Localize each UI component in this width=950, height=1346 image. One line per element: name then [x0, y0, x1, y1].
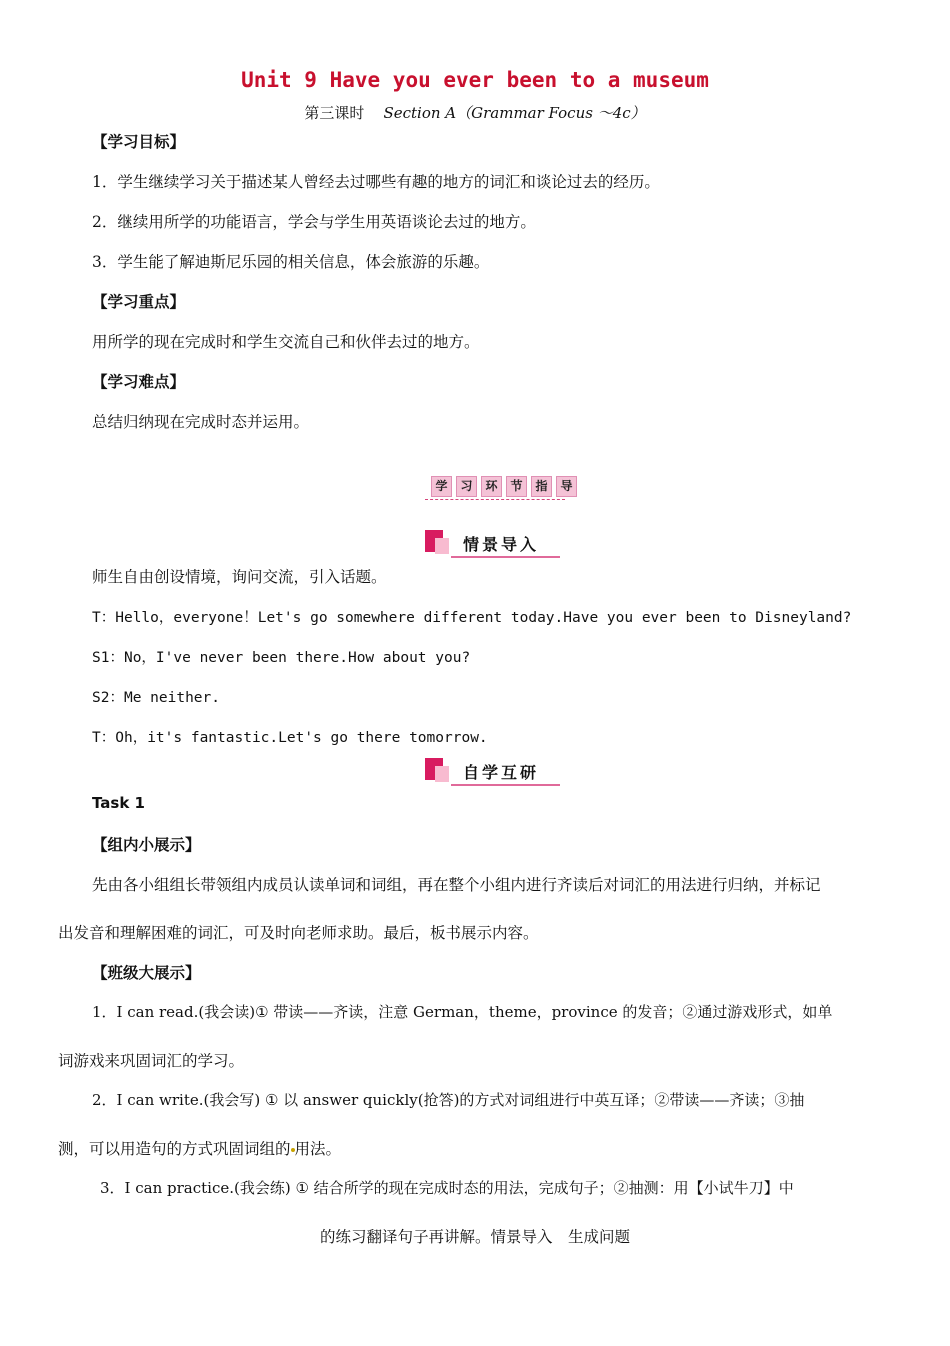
class-item: 1．I can read.(我会读)① 带读——齐读，注意 German，theme，province 的发音；②通过游戏形式，如单 — [92, 1003, 833, 1021]
dialogue-line: T：Oh，it's fantastic.Let's go there tomorrow. — [92, 730, 488, 746]
section-label: Section A（Grammar Focus ～4c） — [383, 104, 646, 122]
group-text: 先由各小组组长带领组内成员认读单词和词组，再在整个小组内进行齐读后对词汇的用法进行归纳，并标记 — [92, 876, 821, 894]
class-item: 的练习翻译句子再讲解。情景导入 生成问题 — [319, 1228, 630, 1246]
objective-item: 2．继续用所学的功能语言，学会与学生用英语谈论去过的地方。 — [92, 213, 536, 231]
banner-char: 导 — [556, 476, 577, 497]
objective-item: 1．学生继续学习关于描述某人曾经去过哪些有趣的地方的词汇和谈论过去的经历。 — [92, 173, 660, 191]
study-guide-banner — [425, 474, 573, 500]
banner-char: 环 — [481, 476, 502, 497]
banner-char: 节 — [506, 476, 527, 497]
class-item: 2．I can write.(我会写) ① 以 answer quickly(抢答)的方式对词组进行中英互译；②带读——齐读；③抽 — [92, 1091, 805, 1109]
page-title: Unit 9 Have you ever been to a museum — [241, 68, 709, 92]
section-header-intro — [425, 530, 560, 560]
key-point-text: 用所学的现在完成时和学生交流自己和伙伴去过的地方。 — [92, 333, 480, 351]
class-item: 3．I can practice.(我会练) ① 结合所学的现在完成时态的用法，完成句子；②抽测：用【小试牛刀】中 — [100, 1179, 794, 1197]
class-heading: 【班级大展示】 — [92, 963, 201, 982]
section-header-text: 情景导入 — [463, 535, 540, 554]
banner-char: 指 — [531, 476, 552, 497]
lesson-label: 第三课时 — [304, 104, 365, 122]
banner-char: 学 — [431, 476, 452, 497]
difficulty-text: 总结归纳现在完成时态并运用。 — [92, 413, 310, 431]
intro-text: 师生自由创设情境，询问交流，引入话题。 — [92, 568, 387, 586]
dialogue-line: T：Hello，everyone！Let's go somewhere different today.Have you ever been to Disneyland? — [92, 610, 852, 626]
class-item: 词游戏来巩固词汇的学习。 — [58, 1052, 245, 1070]
objective-item: 3．学生能了解迪斯尼乐园的相关信息，体会旅游的乐趣。 — [92, 253, 490, 271]
banner-char: 习 — [456, 476, 477, 497]
group-heading: 【组内小展示】 — [92, 835, 201, 854]
group-text: 出发音和理解困难的词汇，可及时向老师求助。最后，板书展示内容。 — [58, 924, 539, 942]
class-item-part: 测，可以用造句的方式巩固词组的 — [58, 1140, 291, 1158]
section-header-self-study — [425, 758, 560, 788]
task-label: Task 1 — [92, 794, 145, 812]
section-header-text: 自学互研 — [463, 763, 540, 782]
dialogue-line: S1：No，I've never been there.How about you? — [92, 650, 471, 666]
class-item-part: 用法。 — [294, 1140, 342, 1158]
key-point-heading: 【学习重点】 — [92, 292, 186, 311]
page-subtitle — [0, 102, 950, 123]
dialogue-line: S2：Me neither. — [92, 690, 220, 706]
difficulty-heading: 【学习难点】 — [92, 372, 186, 391]
class-item — [58, 1137, 341, 1159]
objectives-heading: 【学习目标】 — [92, 132, 186, 151]
